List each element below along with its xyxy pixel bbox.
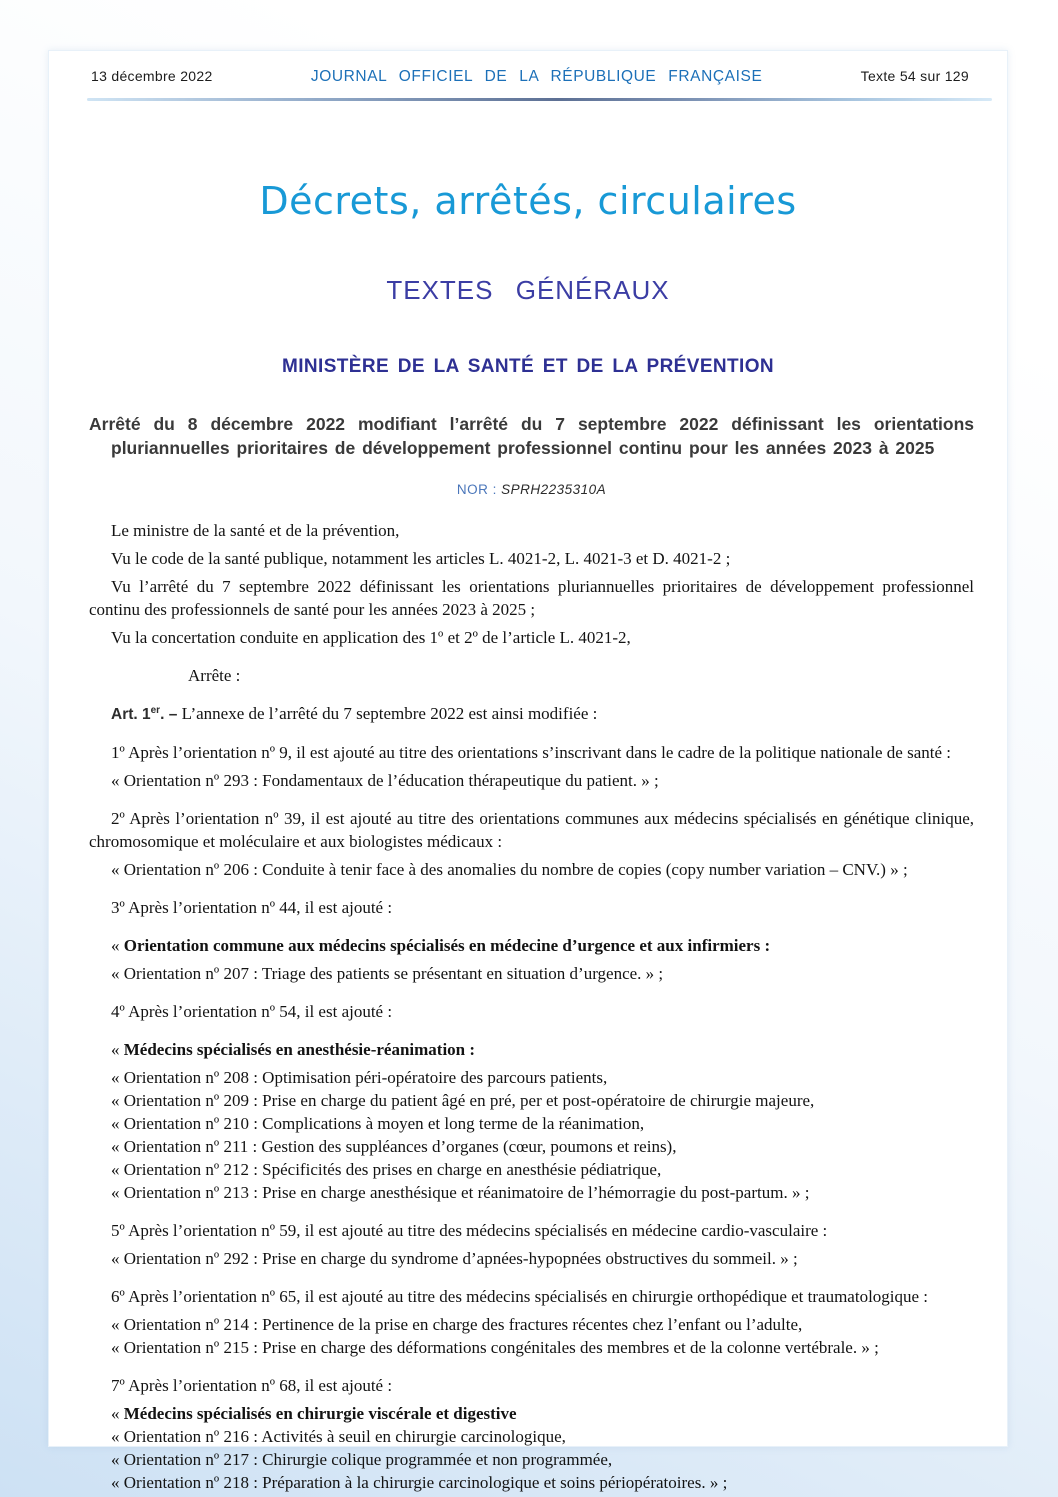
paragraph: « Orientation nº 214 : Pertinence de la prise en charge des fractures récentes chez l’enfant ou l’adulte,	[111, 1315, 803, 1334]
category-title: TEXTES GÉNÉRAUX	[386, 275, 670, 305]
running-header	[49, 66, 1007, 86]
nor-value: SPRH2235310A	[501, 482, 607, 497]
paragraph: Vu le code de la santé publique, notamment les articles L. 4021-2, L. 4021-3 et D. 4021-2 ;	[111, 549, 731, 568]
paragraph: « Orientation nº 211 : Gestion des suppléances d’organes (cœur, poumons et reins),	[111, 1137, 677, 1156]
header-divider	[87, 98, 992, 101]
paragraph: « Orientation nº 292 : Prise en charge du syndrome d’apnées-hypopnées obstructives du sommeil. » ;	[111, 1249, 798, 1268]
journal-title: JOURNAL OFFICIEL DE LA RÉPUBLIQUE FRANÇAISE	[310, 68, 763, 85]
paragraph: « Orientation nº 293 : Fondamentaux de l’éducation thérapeutique du patient. » ;	[111, 771, 659, 790]
paragraph: Vu la concertation conduite en application des 1º et 2º de l’article L. 4021-2,	[111, 628, 631, 647]
section-title: Décrets, arrêtés, circulaires	[259, 179, 797, 223]
paragraph: 3º Après l’orientation nº 44, il est ajouté :	[111, 898, 393, 917]
paragraph: « Orientation nº 210 : Complications à moyen et long terme de la réanimation,	[111, 1114, 645, 1133]
paragraph: « Orientation nº 212 : Spécificités des prises en charge en anesthésie pédiatrique,	[111, 1160, 662, 1179]
paragraph: 4º Après l’orientation nº 54, il est ajouté :	[111, 1002, 393, 1021]
paragraph: « Orientation commune aux médecins spécialisés en médecine d’urgence et aux infirmiers :	[111, 936, 771, 955]
document-heading-wrap	[49, 412, 1007, 497]
paragraph: « Orientation nº 218 : Préparation à la chirurgie carcinologique et soins périopératoires. » ;	[111, 1473, 728, 1492]
paragraph: « Orientation nº 208 : Optimisation péri-opératoire des parcours patients,	[111, 1068, 608, 1087]
paragraph: Le ministre de la santé et de la prévention,	[111, 521, 400, 540]
paragraph: Art. 1er. – L’annexe de l’arrêté du 7 septembre 2022 est ainsi modifiée :	[111, 704, 598, 723]
paragraph: « Orientation nº 213 : Prise en charge anesthésique et réanimatoire de l’hémorragie du post-partum. » ;	[111, 1183, 810, 1202]
publication-date: 13 décembre 2022	[91, 68, 213, 84]
document-page	[48, 50, 1008, 1492]
ministry-title: MINISTÈRE DE LA SANTÉ ET DE LA PRÉVENTION	[281, 356, 775, 377]
paragraph: Vu l’arrêté du 7 septembre 2022 définissant les orientations pluriannuelles prioritaires de développement professionnel continu des professionnels de santé pour les années 2023 à 2025 ;	[89, 577, 974, 619]
text-number-ref: Texte 54 sur 129	[860, 68, 969, 84]
paragraph: « Orientation nº 206 : Conduite à tenir face à des anomalies du nombre de copies (copy number variation – CNV.) » ;	[111, 860, 908, 879]
paragraph: « Orientation nº 209 : Prise en charge du patient âgé en pré, per et post-opératoire de chirurgie majeure,	[111, 1091, 815, 1110]
paragraph: « Orientation nº 207 : Triage des patients se présentant en situation d’urgence. » ;	[111, 964, 664, 983]
nor-label: NOR :	[456, 482, 502, 497]
paragraph: « Orientation nº 216 : Activités à seuil en chirurgie carcinologique,	[111, 1427, 566, 1446]
paragraph: « Médecins spécialisés en anesthésie-réanimation :	[111, 1040, 476, 1059]
paragraph: 5º Après l’orientation nº 59, il est ajouté au titre des médecins spécialisés en médecine cardio-vasculaire :	[111, 1221, 828, 1240]
paragraph: 7º Après l’orientation nº 68, il est ajouté :	[111, 1376, 393, 1395]
document-body	[49, 519, 1007, 1494]
paragraph: Arrête :	[188, 666, 241, 685]
paragraph: « Orientation nº 215 : Prise en charge des déformations congénitales des membres et de la colonne vertébrale. » ;	[111, 1338, 879, 1357]
paragraph: « Orientation nº 217 : Chirurgie colique programmée et non programmée,	[111, 1450, 613, 1469]
paragraph: 6º Après l’orientation nº 65, il est ajouté au titre des médecins spécialisés en chirurgie orthopédique et traumatologique :	[111, 1287, 929, 1306]
nor-line	[89, 482, 974, 497]
document-title: Arrêté du 8 décembre 2022 modifiant l’arrêté du 7 septembre 2022 définissant les orientations pluriannuelles prioritaires de développement professionnel continu pour les années 2023 à 2025	[89, 414, 974, 458]
paragraph: 2º Après l’orientation nº 39, il est ajouté au titre des orientations communes aux médecins spécialisés en génétique clinique, chromosomique et moléculaire et aux biologistes médicaux :	[89, 809, 974, 851]
paragraph: 1º Après l’orientation nº 9, il est ajouté au titre des orientations s’inscrivant dans le cadre de la politique nationale de santé :	[111, 743, 951, 762]
paragraph: « Médecins spécialisés en chirurgie viscérale et digestive	[111, 1404, 517, 1423]
